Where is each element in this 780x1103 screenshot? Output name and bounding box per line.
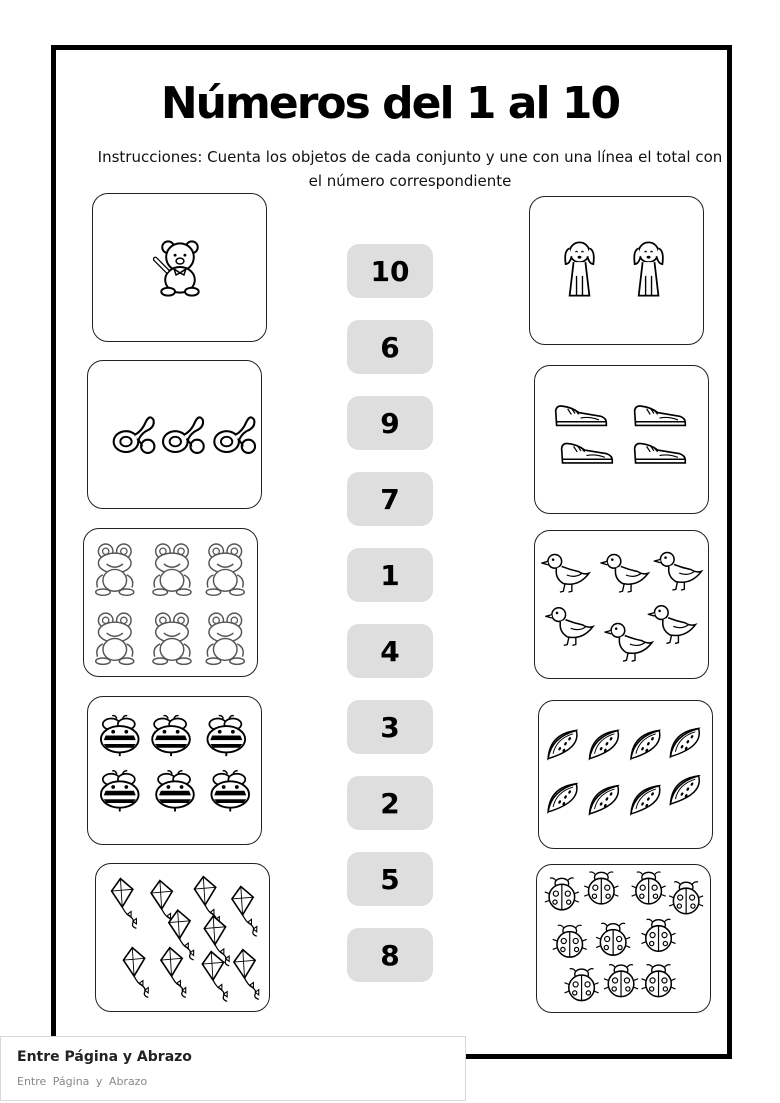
ladybug-icon: [604, 965, 638, 997]
bee-icon: [101, 771, 139, 812]
kite-icon: [161, 948, 186, 998]
set-teddy-bears[interactable]: [92, 193, 267, 342]
number-tile[interactable]: 8: [347, 928, 433, 982]
frog-icon: [153, 544, 191, 595]
kite-icon: [202, 952, 227, 1002]
set-frogs[interactable]: [83, 528, 258, 677]
set-pacifiers[interactable]: [87, 360, 262, 509]
ladybug-icon: [545, 878, 579, 910]
ladybug-icon: [596, 923, 630, 955]
number-tile[interactable]: 1: [347, 548, 433, 602]
number-tile[interactable]: 2: [347, 776, 433, 830]
ladybug-icon: [565, 969, 599, 1001]
number-tile[interactable]: 9: [347, 396, 433, 450]
pacifier-icon: [163, 417, 204, 453]
duck-icon: [546, 608, 593, 646]
set-sneakers[interactable]: [534, 365, 709, 514]
kite-icon: [123, 948, 148, 998]
dog-icon: [634, 242, 663, 295]
set-bees[interactable]: [87, 696, 262, 845]
watermelon-icon: [590, 786, 619, 814]
bee-icon: [101, 716, 139, 757]
set-ducks[interactable]: [534, 530, 709, 679]
duck-icon: [601, 554, 648, 592]
footer-subtitle: Entre Página y Abrazo: [17, 1075, 148, 1088]
set-ladybugs[interactable]: [536, 864, 711, 1013]
number-tile[interactable]: 5: [347, 852, 433, 906]
pacifier-icon: [114, 417, 155, 453]
number-tile[interactable]: 6: [347, 320, 433, 374]
watermelon-icon: [548, 730, 577, 758]
ladybug-icon: [641, 965, 675, 997]
watermelon-icon: [548, 784, 577, 812]
ladybug-icon: [553, 925, 587, 957]
dog-icon: [565, 242, 594, 295]
bee-icon: [211, 771, 249, 812]
set-watermelons[interactable]: [538, 700, 713, 849]
watermelon-icon: [631, 730, 660, 758]
number-tile[interactable]: 7: [347, 472, 433, 526]
frog-icon: [96, 544, 134, 595]
number-tile[interactable]: 10: [347, 244, 433, 298]
footer-title: Entre Página y Abrazo: [17, 1049, 192, 1065]
watermelon-icon: [670, 729, 699, 757]
watermelon-icon: [670, 776, 699, 804]
duck-icon: [605, 624, 652, 662]
watermelon-icon: [631, 786, 660, 814]
page-title: Números del 1 al 10: [160, 78, 620, 129]
duck-icon: [648, 606, 695, 644]
kite-icon: [112, 879, 137, 929]
pacifier-icon: [214, 417, 255, 453]
ladybug-icon: [669, 882, 703, 914]
sneaker-icon: [556, 406, 607, 425]
sneaker-icon: [635, 443, 686, 462]
set-dogs[interactable]: [529, 196, 704, 345]
ladybug-icon: [632, 872, 666, 904]
duck-icon: [542, 554, 589, 592]
teddy-bear-icon: [155, 241, 198, 295]
sneaker-icon: [562, 443, 613, 462]
duck-icon: [654, 553, 701, 591]
ladybug-icon: [584, 872, 618, 904]
kite-icon: [232, 886, 257, 936]
ladybug-icon: [641, 919, 675, 951]
number-tile[interactable]: 4: [347, 624, 433, 678]
bee-icon: [156, 771, 194, 812]
sneaker-icon: [635, 406, 686, 425]
frog-icon: [96, 613, 134, 664]
bee-icon: [152, 716, 190, 757]
frog-icon: [153, 613, 191, 664]
kite-icon: [234, 950, 259, 1000]
frog-icon: [206, 544, 244, 595]
number-tile[interactable]: 3: [347, 700, 433, 754]
footer-card[interactable]: [0, 1036, 466, 1101]
bee-icon: [207, 716, 245, 757]
instructions-text: Instrucciones: Cuenta los objetos de cada conjunto y une con una línea el total con el número correspondiente: [97, 148, 723, 190]
watermelon-icon: [590, 730, 619, 758]
frog-icon: [206, 613, 244, 664]
set-kites[interactable]: [95, 863, 270, 1012]
